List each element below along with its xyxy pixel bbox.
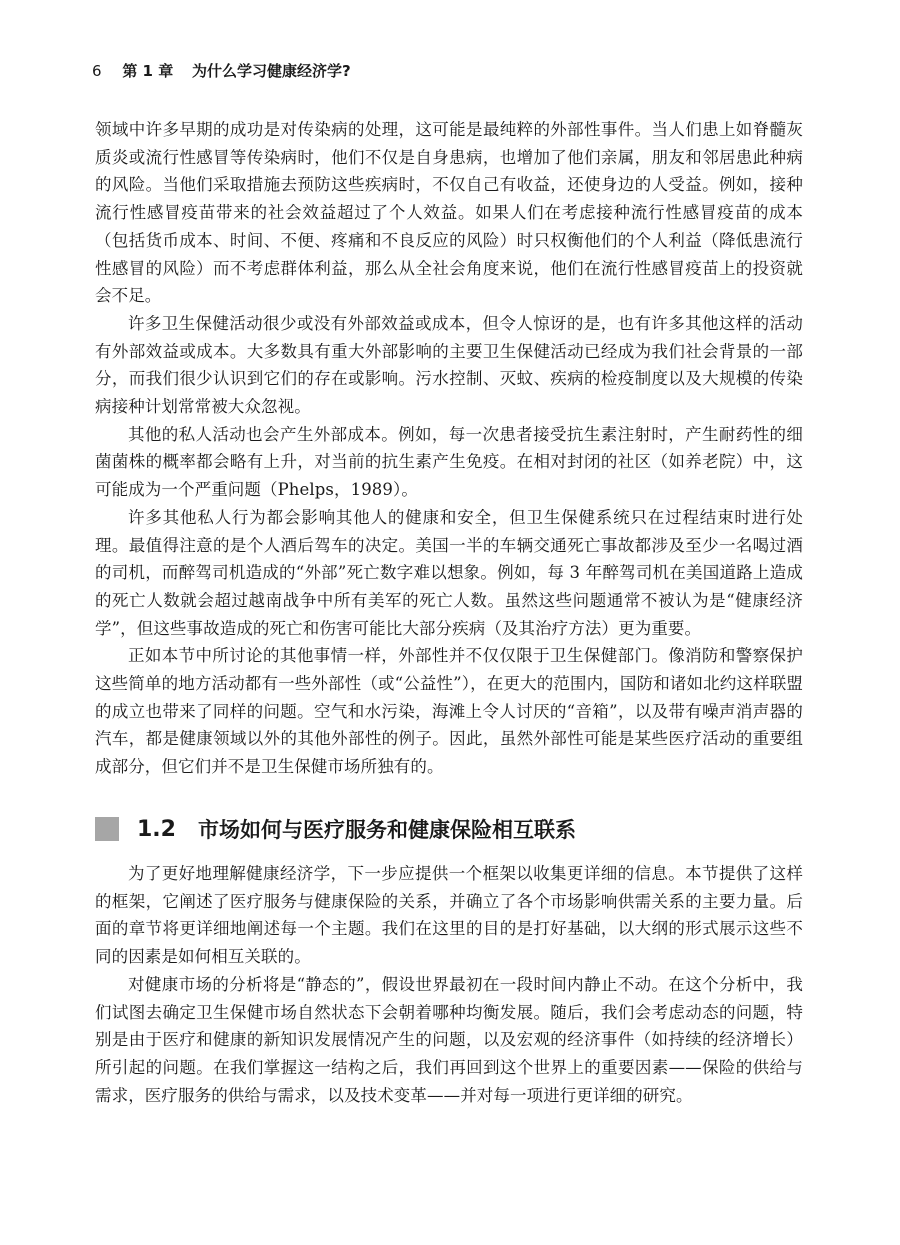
section-body-text (95, 860, 803, 1109)
page-number: 6 (92, 62, 102, 80)
section-marker-icon (95, 817, 119, 841)
body-text (95, 116, 803, 781)
paragraph: 其他的私人活动也会产生外部成本。例如，每一次患者接受抗生素注射时，产生耐药性的细菌菌株的概率都会略有上升，对当前的抗生素产生免疫。在相对封闭的社区（如养老院）中，这可能成为一个严重问题（Phelps，1989）。 (95, 424, 803, 500)
paragraph: 对健康市场的分析将是“静态的”，假设世界最初在一段时间内静止不动。在这个分析中，我们试图去确定卫生保健市场自然状态下会朝着哪种均衡发展。随后，我们会考虑动态的问题，特别是由于医疗和健康的新知识发展情况产生的问题，以及宏观的经济事件（如持续的经济增长）所引起的问题。在我们掌握这一结构之后，我们再回到这个世界上的重要因素——保险的供给与需求，医疗服务的供给与需求，以及技术变革——并对每一项进行更详细的研究。 (95, 974, 803, 1105)
paragraph: 正如本节中所讨论的其他事情一样，外部性并不仅仅限于卫生保健部门。像消防和警察保护这些简单的地方活动都有一些外部性（或“公益性”），在更大的范围内，国防和诸如北约这样联盟的成立也带来了同样的问题。空气和水污染，海滩上令人讨厌的“音箱”，以及带有噪声消声器的汽车，都是健康领域以外的其他外部性的例子。因此，虽然外部性可能是某些医疗活动的重要组成部分，但它们并不是卫生保健市场所独有的。 (95, 646, 803, 777)
chapter-label: 第 1 章 (122, 62, 174, 80)
paragraph: 领域中许多早期的成功是对传染病的处理，这可能是最纯粹的外部性事件。当人们患上如脊髓灰质炎或流行性感冒等传染病时，他们不仅是自身患病，也增加了他们亲属，朋友和邻居患此种病的风险。当他们采取措施去预防这些疾病时，不仅自己有收益，还使身边的人受益。例如，接种流行性感冒疫苗带来的社会效益超过了个人效益。如果人们在考虑接种流行性感冒疫苗的成本（包括货币成本、时间、不便、疼痛和不良反应的风险）时只权衡他们的个人利益（降低患流行性感冒的风险）而不考虑群体利益，那么从全社会角度来说，他们在流行性感冒疫苗上的投资就会不足。 (95, 120, 803, 306)
section-title: 市场如何与医疗服务和健康保险相互联系 (197, 818, 576, 842)
paragraph: 许多其他私人行为都会影响其他人的健康和安全，但卫生保健系统只在过程结束时进行处理。最值得注意的是个人酒后驾车的决定。美国一半的车辆交通死亡事故都涉及至少一名喝过酒的司机，而醉驾司机造成的“外部”死亡数字难以想象。例如，每 3 年醉驾司机在美国道路上造成的死亡人数就会超过越南战争中所有美军的死亡人数。虽然这些问题通常不被认为是“健康经济学”，但这些事故造成的死亡和伤害可能比大部分疾病（及其治疗方法）更为重要。 (95, 507, 803, 638)
paragraph: 为了更好地理解健康经济学，下一步应提供一个框架以收集更详细的信息。本节提供了这样的框架，它阐述了医疗服务与健康保险的关系，并确立了各个市场影响供需关系的主要力量。后面的章节将更详细地阐述每一个主题。我们在这里的目的是打好基础，以大纲的形式展示这些不同的因素是如何相互关联的。 (95, 864, 803, 967)
paragraph: 许多卫生保健活动很少或没有外部效益或成本，但令人惊讶的是，也有许多其他这样的活动有外部效益或成本。大多数具有重大外部影响的主要卫生保健活动已经成为我们社会背景的一部分，而我们很少认识到它们的存在或影响。污水控制、灭蚊、疾病的检疫制度以及大规模的传染病接种计划常常被大众忽视。 (95, 313, 803, 417)
running-header (92, 60, 351, 81)
section-number: 1.2 (137, 816, 176, 842)
section-heading (95, 812, 576, 846)
chapter-title: 为什么学习健康经济学? (192, 62, 351, 80)
